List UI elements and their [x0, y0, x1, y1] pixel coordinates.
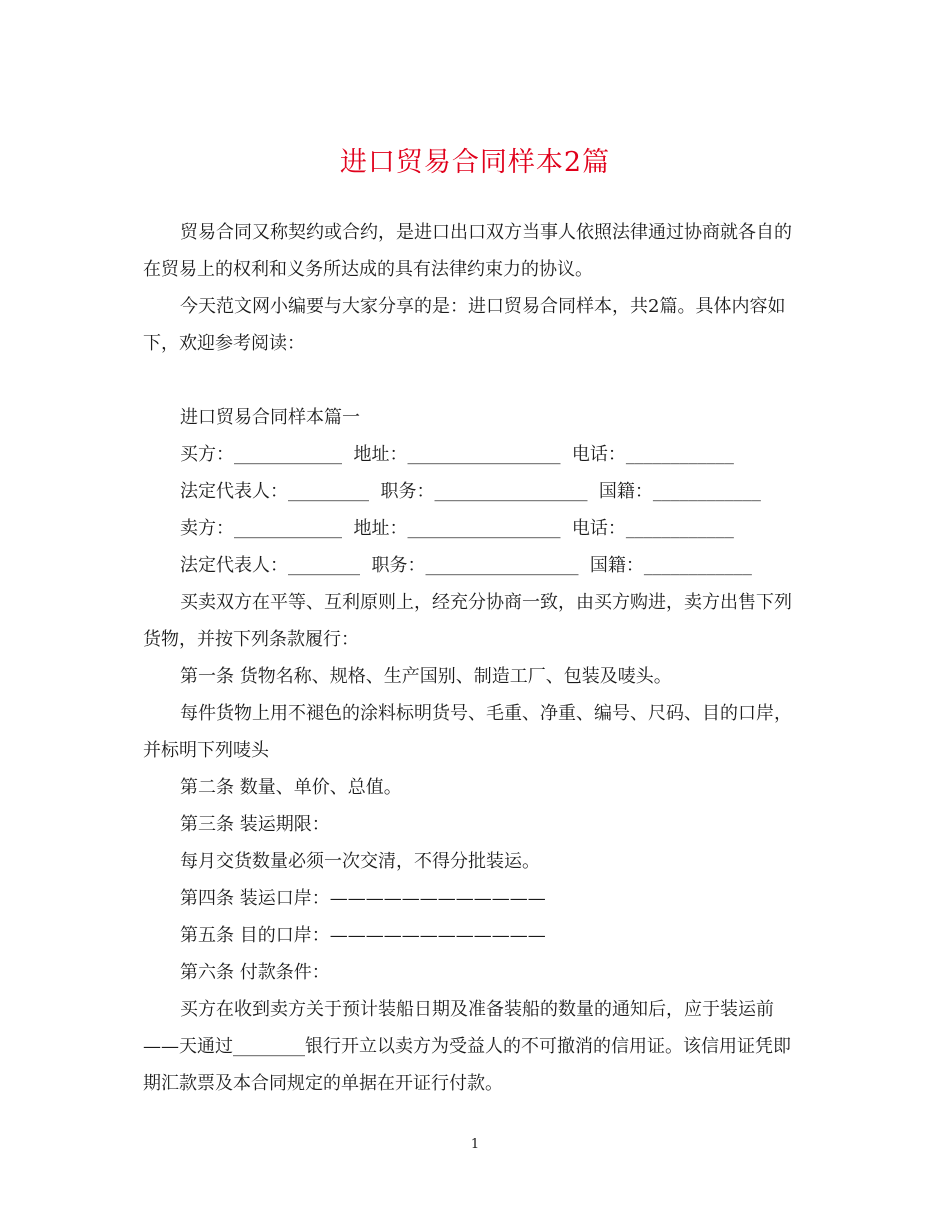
clause-6: 第六条 付款条件：	[180, 962, 330, 983]
clause-1: 第一条 货物名称、规格、生产国别、制造工厂、包装及唛头。	[180, 666, 672, 687]
intro-paragraph-1: 贸易合同又称契约或合约，是进口出口双方当事人依照法律通过协商就各自的在贸易上的权利和义务所达成的具有法律约束力的协议。	[143, 222, 792, 280]
page-number: 1	[470, 1137, 480, 1152]
intro-paragraph-2: 今天范文网小编要与大家分享的是：进口贸易合同样本，共2篇。具体内容如下，欢迎参考阅读：	[143, 296, 786, 354]
seller-line: 卖方：____________ 地址：_________________ 电话：____________	[180, 518, 734, 539]
clause-3-detail: 每月交货数量必须一次交清，不得分批装运。	[180, 851, 540, 872]
section-title: 进口贸易合同样本篇一	[180, 407, 360, 428]
clause-3: 第三条 装运期限：	[180, 814, 330, 835]
document-title: 进口贸易合同样本2篇	[339, 147, 611, 178]
buyer-representative-line: 法定代表人：_________ 职务：_________________ 国籍：____________	[180, 481, 761, 502]
clause-5: 第五条 目的口岸：————————————	[180, 925, 546, 946]
buyer-line: 买方：____________ 地址：_________________ 电话：____________	[180, 444, 734, 465]
clause-4: 第四条 装运口岸：————————————	[180, 888, 546, 909]
document-body	[143, 214, 808, 1102]
paragraph-gap	[143, 362, 808, 399]
clause-2: 第二条 数量、单价、总值。	[180, 777, 402, 798]
clause-1-detail: 每件货物上用不褪色的涂料标明货号、毛重、净重、编号、尺码、目的口岸，并标明下列唛头	[143, 703, 792, 761]
clause-6-detail: 买方在收到卖方关于预计装船日期及准备装船的数量的通知后，应于装运前——天通过________银行开立以卖方为受益人的不可撤消的信用证。该信用证凭即期汇款票及本合同规定的单据在开证行付款。	[143, 999, 791, 1094]
seller-representative-line: 法定代表人：________ 职务：_________________ 国籍：____________	[180, 555, 752, 576]
clause-preamble: 买卖双方在平等、互利原则上，经充分协商一致，由买方购进，卖方出售下列货物，并按下列条款履行：	[143, 592, 792, 650]
